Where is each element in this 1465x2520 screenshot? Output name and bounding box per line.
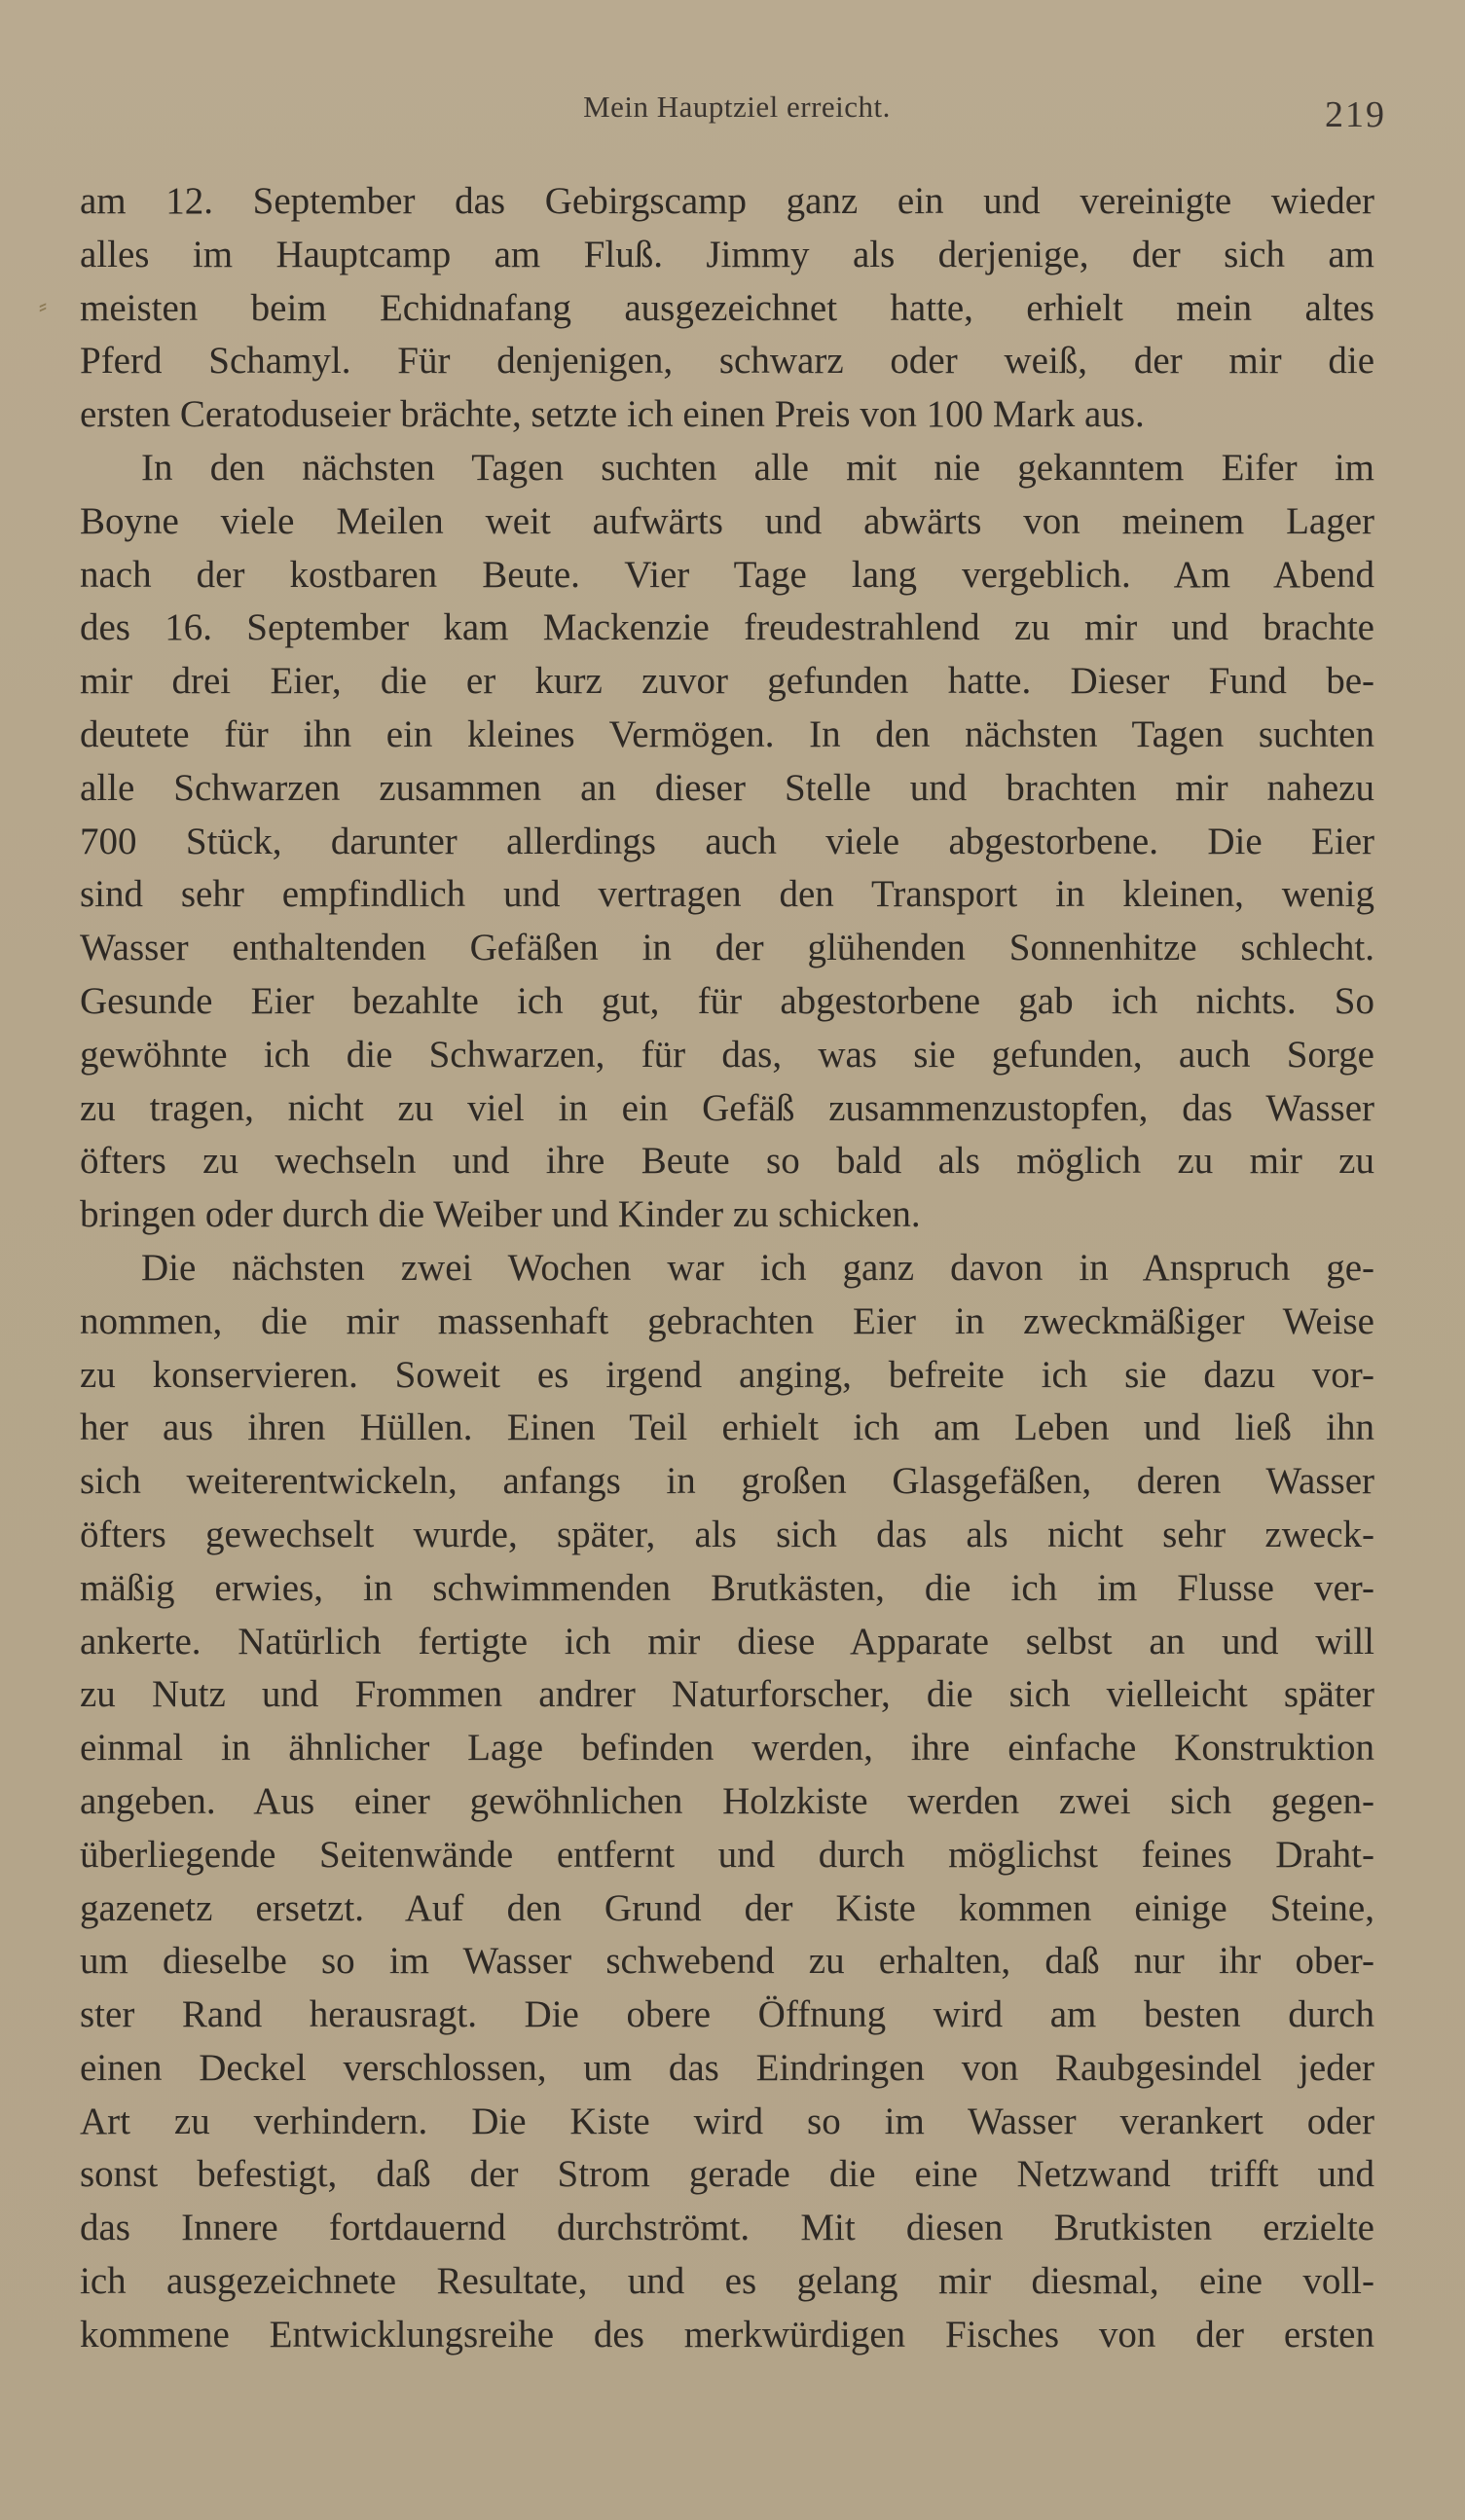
text-line: ersten Ceratoduseier brächte, setzte ich einen Preis von 100 Mark aus. [80,393,1145,436]
text-line: Art zu verhindern. Die Kiste wird so im Wasser verankert oder [80,2100,1374,2142]
text-line: her aus ihren Hüllen. Einen Teil erhielt ich am Leben und ließ ihn [80,1406,1374,1449]
body-text [80,175,1374,2362]
text-line: bringen oder durch die Weiber und Kinder zu schicken. [80,1193,921,1236]
text-line: sich weiterentwickeln, anfangs in großen Glasgefäßen, deren Wasser [80,1460,1374,1503]
text-line: einen Deckel verschlossen, um das Eindringen von Raubgesindel jeder [80,2046,1374,2089]
text-line: des 16. September kam Mackenzie freudestrahlend zu mir und brachte [80,606,1374,649]
text-line: nommen, die mir massenhaft gebrachten Eier in zweckmäßiger Weise [80,1299,1374,1342]
text-line: alle Schwarzen zusammen an dieser Stelle und brachten mir nahezu [80,766,1374,809]
text-line: das Innere fortdauernd durchströmt. Mit diesen Brutkisten erzielte [80,2207,1374,2249]
text-line: öfters gewechselt wurde, später, als sich das als nicht sehr zweck- [80,1513,1374,1555]
text-line: am 12. September das Gebirgscamp ganz ein und vereinigte wieder [80,180,1374,222]
text-line: um dieselbe so im Wasser schwebend zu erhalten, daß nur ihr ober- [80,1940,1374,1983]
text-line: ich ausgezeichnete Resultate, und es gelang mir diesmal, eine voll- [80,2260,1374,2303]
text-line: deutete für ihn ein kleines Vermögen. In den nächsten Tagen suchten [80,712,1374,755]
text-line: ankerte. Natürlich fertigte ich mir diese Apparate selbst an und will [80,1620,1374,1662]
text-line: sind sehr empfindlich und vertragen den Transport in kleinen, wenig [80,873,1374,916]
text-line: zu konservieren. Soweit es irgend anging, befreite ich sie dazu vor- [80,1353,1374,1396]
text-line: nach der kostbaren Beute. Vier Tage lang vergeblich. Am Abend [80,553,1374,596]
text-line: gazenetz ersetzt. Auf den Grund der Kiste kommen einige Steine, [80,1886,1374,1929]
text-line: zu tragen, nicht zu viel in ein Gefäß zusammenzustopfen, das Wasser [80,1086,1374,1129]
text-line: mir drei Eier, die er kurz zuvor gefunden hatte. Dieser Fund be- [80,660,1374,703]
text-line: überliegende Seitenwände entfernt und durch möglichst feines Draht- [80,1833,1374,1876]
text-line: Wasser enthaltenden Gefäßen in der glühenden Sonnenhitze schlecht. [80,927,1374,969]
text-line: 700 Stück, darunter allerdings auch viele abgestorbene. Die Eier [80,820,1374,862]
text-line: Die nächsten zwei Wochen war ich ganz davon in Anspruch ge- [141,1246,1374,1289]
text-line: Pferd Schamyl. Für denjenigen, schwarz oder weiß, der mir die [80,340,1374,383]
text-line: alles im Hauptcamp am Fluß. Jimmy als derjenige, der sich am [80,233,1374,275]
text-line: mäßig erwies, in schwimmenden Brutkästen, die ich im Flusse ver- [80,1566,1374,1609]
text-line: meisten beim Echidnafang ausgezeichnet hatte, erhielt mein altes [80,286,1374,329]
text-line: einmal in ähnlicher Lage befinden werden, ihre einfache Konstruktion [80,1727,1374,1770]
text-line: zu Nutz und Frommen andrer Naturforscher, die sich vielleicht später [80,1673,1374,1716]
page-number: 219 [1325,94,1386,135]
text-line: Gesunde Eier bezahlte ich gut, für abgestorbene gab ich nichts. So [80,979,1374,1022]
text-line: gewöhnte ich die Schwarzen, für das, was sie gefunden, auch Sorge [80,1033,1374,1076]
text-line: In den nächsten Tagen suchten alle mit nie gekanntem Eifer im [141,446,1374,489]
text-line: kommene Entwicklungsreihe des merkwürdigen Fisches von der ersten [80,2313,1374,2356]
text-line: Boyne viele Meilen weit aufwärts und abwärts von meinem Lager [80,499,1374,542]
text-line: angeben. Aus einer gewöhnlichen Holzkiste werden zwei sich gegen- [80,1779,1374,1822]
margin-pencil-mark-icon: ⸗ [39,292,47,319]
text-line: öfters zu wechseln und ihre Beute so bald als möglich zu mir zu [80,1140,1374,1183]
running-title: Mein Hauptziel erreicht. [583,90,891,124]
text-line: ster Rand herausragt. Die obere Öffnung wird am besten durch [80,1993,1374,2036]
page-header [80,90,1394,138]
text-line: sonst befestigt, daß der Strom gerade die eine Netzwand trifft und [80,2153,1374,2196]
